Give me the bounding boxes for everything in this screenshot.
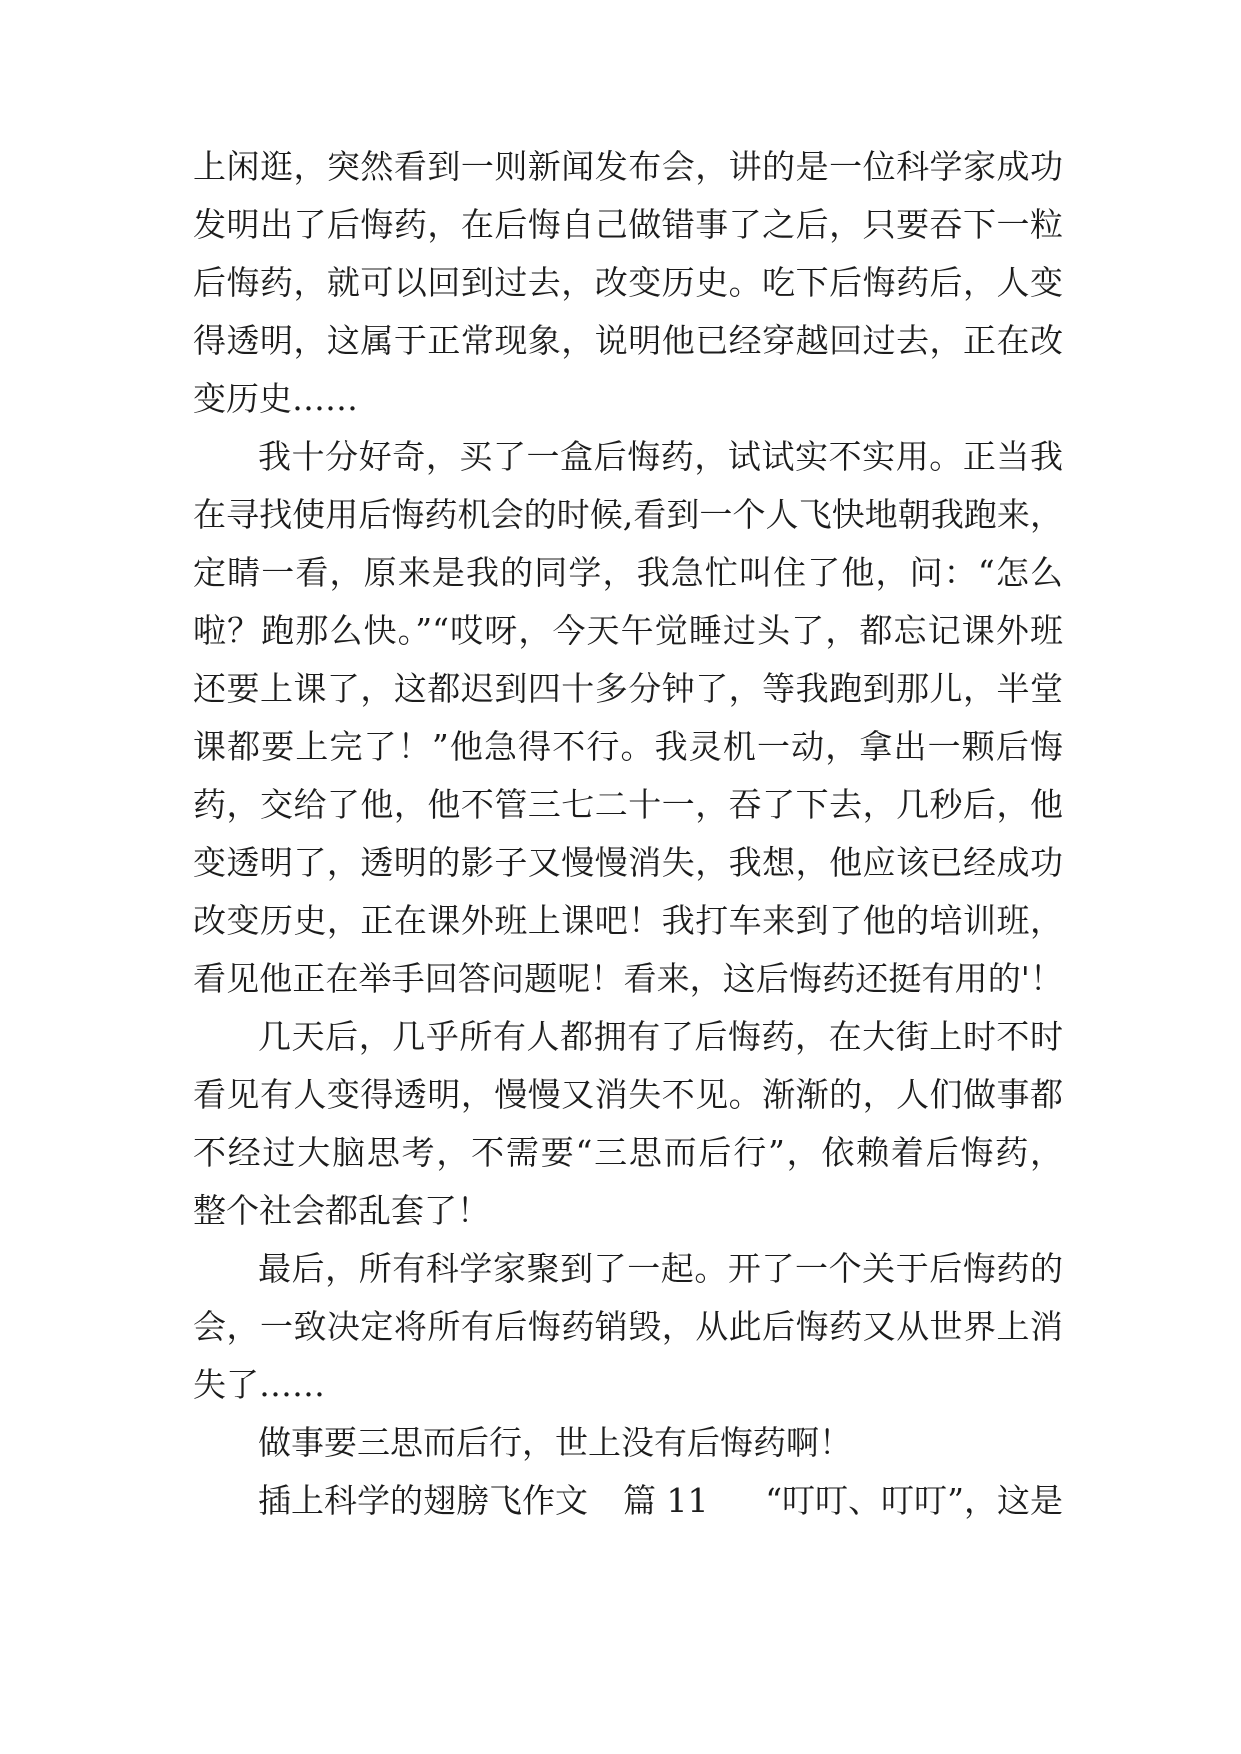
text-line-7: 在寻找使用后悔药机会的时候,看到一个人飞快地朝我跑来， xyxy=(193,495,1063,534)
text-line-17: 看见有人变得透明，慢慢又消失不见。渐渐的，人们做事都 xyxy=(193,1075,1063,1114)
text-line-8: 定睛一看，原来是我的同学，我急忙叫住了他，问：“怎么 xyxy=(193,553,1063,592)
text-line-4: 得透明，这属于正常现象，说明他已经穿越回过去，正在改 xyxy=(193,321,1063,360)
text-line-2: 发明出了后悔药，在后悔自己做错事了之后，只要吞下一粒 xyxy=(193,205,1063,244)
text-line-13: 变透明了，透明的影子又慢慢消失，我想，他应该已经成功 xyxy=(193,843,1063,882)
text-line-6: 我十分好奇，买了一盒后悔药，试试实不实用。正当我 xyxy=(258,437,1063,476)
essay-title: 插上科学的翅膀飞作文 xyxy=(258,1481,588,1520)
text-line-9: 啦？跑那么快。”“哎呀，今天午觉睡过头了，都忘记课外班 xyxy=(193,611,1063,650)
text-line-12: 药，交给了他，他不管三七二十一，吞了下去，几秒后，他 xyxy=(193,785,1063,824)
text-line-3: 后悔药，就可以回到过去，改变历史。吃下后悔药后，人变 xyxy=(193,263,1063,302)
text-line-21: 会，一致决定将所有后悔药销毁，从此后悔药又从世界上消 xyxy=(193,1307,1063,1346)
text-line-14: 改变历史，正在课外班上课吧！我打车来到了他的培训班， xyxy=(193,901,1063,940)
text-line-11: 课都要上完了！”他急得不行。我灵机一动，拿出一颗后悔 xyxy=(193,727,1063,766)
section-heading-line xyxy=(258,1472,1063,1530)
text-line-22: 失了…… xyxy=(193,1365,325,1404)
text-line-19: 整个社会都乱套了！ xyxy=(193,1191,490,1230)
text-line-18: 不经过大脑思考，不需要“三思而后行”，依赖着后悔药， xyxy=(193,1133,1063,1172)
heading-tail-text: “叮叮、叮叮”，这是 xyxy=(765,1481,1063,1520)
text-line-15: 看见他正在举手回答问题呢！看来，这后悔药还挺有用的'！ xyxy=(193,959,1063,998)
section-number: 篇 11 xyxy=(623,1481,709,1520)
text-line-10: 还要上课了，这都迟到四十多分钟了，等我跑到那儿，半堂 xyxy=(193,669,1063,708)
text-line-16: 几天后，几乎所有人都拥有了后悔药，在大街上时不时 xyxy=(258,1017,1063,1056)
text-line-20: 最后，所有科学家聚到了一起。开了一个关于后悔药的 xyxy=(258,1249,1063,1288)
text-line-23: 做事要三思而后行，世上没有后悔药啊！ xyxy=(258,1423,852,1462)
text-line-1: 上闲逛，突然看到一则新闻发布会，讲的是一位科学家成功 xyxy=(193,147,1063,186)
text-line-5: 变历史…… xyxy=(193,379,358,418)
